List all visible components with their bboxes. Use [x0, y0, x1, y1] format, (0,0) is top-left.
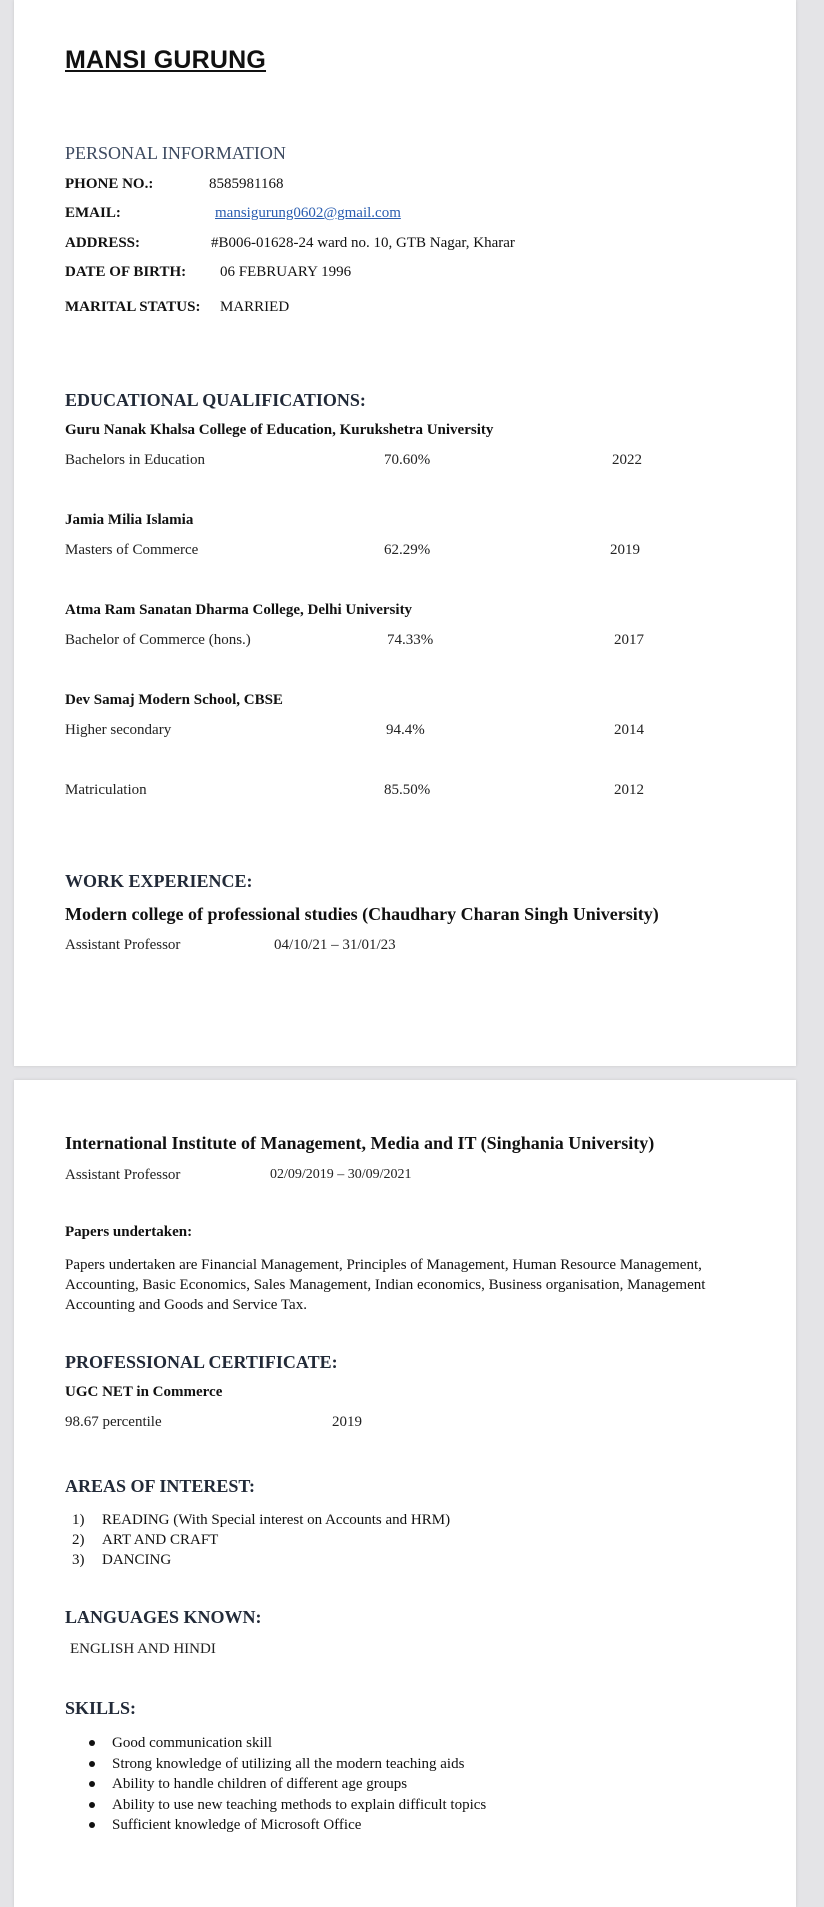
certificate-heading: PROFESSIONAL CERTIFICATE: — [65, 1352, 338, 1372]
bullet-icon — [89, 1822, 95, 1828]
papers-heading: Papers undertaken: — [65, 1224, 193, 1240]
languages-text: ENGLISH AND HINDI — [70, 1641, 216, 1657]
education-score: 70.60% — [384, 452, 431, 468]
skill-text: Sufficient knowledge of Microsoft Office — [112, 1817, 362, 1833]
education-score: 62.29% — [384, 542, 431, 558]
address-label: ADDRESS: — [65, 235, 141, 251]
candidate-name: MANSI GURUNG — [65, 46, 267, 74]
skills-heading: SKILLS: — [65, 1698, 137, 1718]
work-period: 02/09/2019 – 30/09/2021 — [270, 1167, 412, 1182]
dob-value: 06 FEBRUARY 1996 — [220, 264, 352, 280]
work-heading: WORK EXPERIENCE: — [65, 871, 253, 891]
bullet-icon — [89, 1802, 95, 1808]
list-item — [72, 1510, 450, 1530]
papers-text: Papers undertaken are Financial Management, Principles of Management, Human Resource Management, Accounting, Basic Economics, Sales Management, Indian economics, Business organisation, Management Accounting and Goods and Service Tax. — [65, 1257, 706, 1313]
education-year: 2014 — [614, 722, 644, 738]
list-item — [112, 1774, 486, 1795]
education-degree: Matriculation — [65, 782, 147, 798]
work-org: Modern college of professional studies (Chaudhary Charan Singh University) — [65, 904, 659, 924]
education-degree: Bachelors in Education — [65, 452, 205, 468]
email-link[interactable]: mansigurung0602@gmail.com — [215, 205, 401, 221]
education-score: 85.50% — [384, 782, 431, 798]
list-item — [112, 1733, 486, 1754]
list-item — [112, 1815, 486, 1836]
interest-text: READING (With Special interest on Accounts and HRM) — [102, 1512, 451, 1528]
address-value: #B006-01628-24 ward no. 10, GTB Nagar, Kharar — [211, 235, 515, 251]
interests-heading: AREAS OF INTEREST: — [65, 1476, 256, 1496]
work-role: Assistant Professor — [65, 1167, 181, 1183]
education-institution: Atma Ram Sanatan Dharma College, Delhi University — [65, 602, 413, 618]
bullet-icon — [89, 1740, 95, 1746]
languages-heading: LANGUAGES KNOWN: — [65, 1607, 262, 1627]
list-item — [112, 1754, 486, 1775]
certificate-score: 98.67 percentile — [65, 1414, 162, 1430]
certificate-year: 2019 — [332, 1414, 362, 1430]
list-number: 3) — [72, 1552, 85, 1568]
dob-label: DATE OF BIRTH: — [65, 264, 187, 280]
list-item — [72, 1550, 450, 1570]
education-heading: EDUCATIONAL QUALIFICATIONS: — [65, 390, 366, 410]
phone-value: 8585981168 — [209, 176, 284, 192]
work-role: Assistant Professor — [65, 937, 181, 953]
education-year: 2012 — [614, 782, 644, 798]
list-item — [72, 1530, 450, 1550]
education-score: 94.4% — [386, 722, 425, 738]
interest-text: DANCING — [102, 1552, 172, 1568]
bullet-icon — [89, 1761, 95, 1767]
list-number: 1) — [72, 1512, 85, 1528]
education-year: 2019 — [610, 542, 640, 558]
skill-text: Ability to handle children of different age groups — [112, 1776, 408, 1792]
personal-info-heading: PERSONAL INFORMATION — [65, 143, 286, 163]
education-score: 74.33% — [387, 632, 434, 648]
education-institution: Jamia Milia Islamia — [65, 512, 194, 528]
interests-list — [72, 1510, 450, 1570]
skill-text: Strong knowledge of utilizing all the modern teaching aids — [112, 1755, 465, 1772]
education-degree: Masters of Commerce — [65, 542, 199, 558]
phone-label: PHONE NO.: — [65, 176, 154, 192]
marital-value: MARRIED — [220, 299, 290, 315]
skill-text: Ability to use new teaching methods to explain difficult topics — [112, 1796, 487, 1813]
education-institution: Guru Nanak Khalsa College of Education, Kurukshetra University — [65, 422, 494, 438]
work-org: International Institute of Management, Media and IT (Singhania University) — [65, 1133, 655, 1153]
education-year: 2022 — [612, 452, 642, 468]
work-period: 04/10/21 – 31/01/23 — [274, 937, 396, 953]
email-label: EMAIL: — [65, 205, 121, 221]
education-degree: Bachelor of Commerce (hons.) — [65, 632, 251, 648]
list-item — [112, 1795, 486, 1816]
education-degree: Higher secondary — [65, 722, 172, 738]
resume-page-1 — [14, 0, 796, 1066]
education-institution: Dev Samaj Modern School, CBSE — [65, 692, 283, 708]
bullet-icon — [89, 1781, 95, 1787]
list-number: 2) — [72, 1532, 85, 1548]
resume-page-2 — [14, 1080, 796, 1907]
certificate-title: UGC NET in Commerce — [65, 1384, 223, 1400]
education-year: 2017 — [614, 632, 644, 648]
skills-list — [112, 1733, 486, 1836]
interest-text: ART AND CRAFT — [102, 1532, 219, 1548]
marital-label: MARITAL STATUS: — [65, 299, 201, 315]
skill-text: Good communication skill — [112, 1735, 272, 1751]
